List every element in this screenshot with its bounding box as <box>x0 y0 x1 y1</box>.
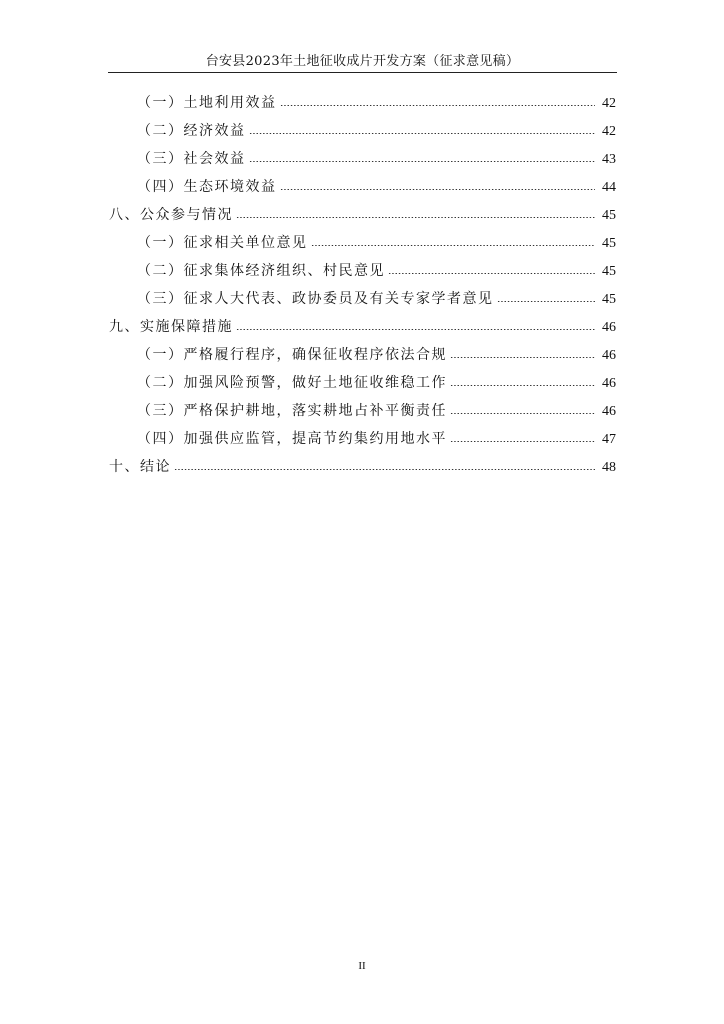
toc-dot-leader <box>236 317 595 331</box>
toc-entry[interactable] <box>137 177 616 197</box>
toc-dot-leader <box>280 177 596 191</box>
running-header: 台安县2023年土地征收成片开发方案（征求意见稿） <box>205 54 520 69</box>
toc-entry[interactable] <box>137 261 616 281</box>
toc-page-number: 45 <box>602 292 616 307</box>
toc-entry-label: （四）加强供应监管，提高节约集约用地水平 <box>137 431 447 447</box>
toc-page-number: 45 <box>602 236 616 251</box>
toc-page-number: 46 <box>602 376 616 391</box>
toc-entry[interactable] <box>137 233 616 253</box>
toc-entry-label: （一）土地利用效益 <box>137 95 277 111</box>
toc-entry-label: （三）严格保护耕地，落实耕地占补平衡责任 <box>137 403 447 419</box>
toc-entry-label: （一）征求相关单位意见 <box>137 235 308 251</box>
toc-page-number: 46 <box>602 320 616 335</box>
toc-page-number: 42 <box>602 124 616 139</box>
toc-entry-label: 九、实施保障措施 <box>109 319 233 335</box>
toc-page-number: 48 <box>602 460 616 475</box>
toc-entry[interactable] <box>137 93 616 113</box>
toc-entry[interactable] <box>137 429 616 449</box>
toc-dot-leader <box>236 205 595 219</box>
toc-entry-label: 八、公众参与情况 <box>109 207 233 223</box>
toc-page-number: 44 <box>602 180 616 195</box>
toc-entry[interactable] <box>137 121 616 141</box>
toc-page-number: 42 <box>602 96 616 111</box>
toc-dot-leader <box>497 289 596 303</box>
toc-dot-leader <box>249 121 596 135</box>
toc-dot-leader <box>249 149 596 163</box>
toc-page-number: 45 <box>602 208 616 223</box>
toc-dot-leader <box>174 457 595 471</box>
toc-entry[interactable] <box>109 317 616 337</box>
toc-page-number: 46 <box>602 348 616 363</box>
toc-entry-label: （一）严格履行程序，确保征收程序依法合规 <box>137 347 447 363</box>
toc-entry[interactable] <box>109 457 616 477</box>
toc-entry[interactable] <box>137 149 616 169</box>
toc-entry-label: （三）征求人大代表、政协委员及有关专家学者意见 <box>137 291 494 307</box>
toc-entry[interactable] <box>137 373 616 393</box>
toc-page-number: 46 <box>602 404 616 419</box>
toc-entry-label: （四）生态环境效益 <box>137 179 277 195</box>
toc-entry-label: （二）征求集体经济组织、村民意见 <box>137 263 385 279</box>
toc-dot-leader <box>388 261 595 275</box>
toc-entry[interactable] <box>137 345 616 365</box>
toc-entry[interactable] <box>109 205 616 225</box>
toc-dot-leader <box>311 233 596 247</box>
toc-dot-leader <box>280 93 596 107</box>
toc-page-number: 47 <box>602 432 616 447</box>
toc-page-number: 45 <box>602 264 616 279</box>
toc-dot-leader <box>450 401 595 415</box>
toc-entry-label: （二）经济效益 <box>137 123 246 139</box>
toc-entry-label: （二）加强风险预警，做好土地征收维稳工作 <box>137 375 447 391</box>
toc-dot-leader <box>450 429 595 443</box>
toc-entry-label: （三）社会效益 <box>137 151 246 167</box>
toc-entry[interactable] <box>137 289 616 309</box>
page-number: II <box>358 960 366 972</box>
toc-page-number: 43 <box>602 152 616 167</box>
toc-entry-label: 十、结论 <box>109 459 171 475</box>
toc-dot-leader <box>450 373 595 387</box>
header-rule <box>108 72 617 73</box>
toc-entry[interactable] <box>137 401 616 421</box>
toc-dot-leader <box>450 345 595 359</box>
